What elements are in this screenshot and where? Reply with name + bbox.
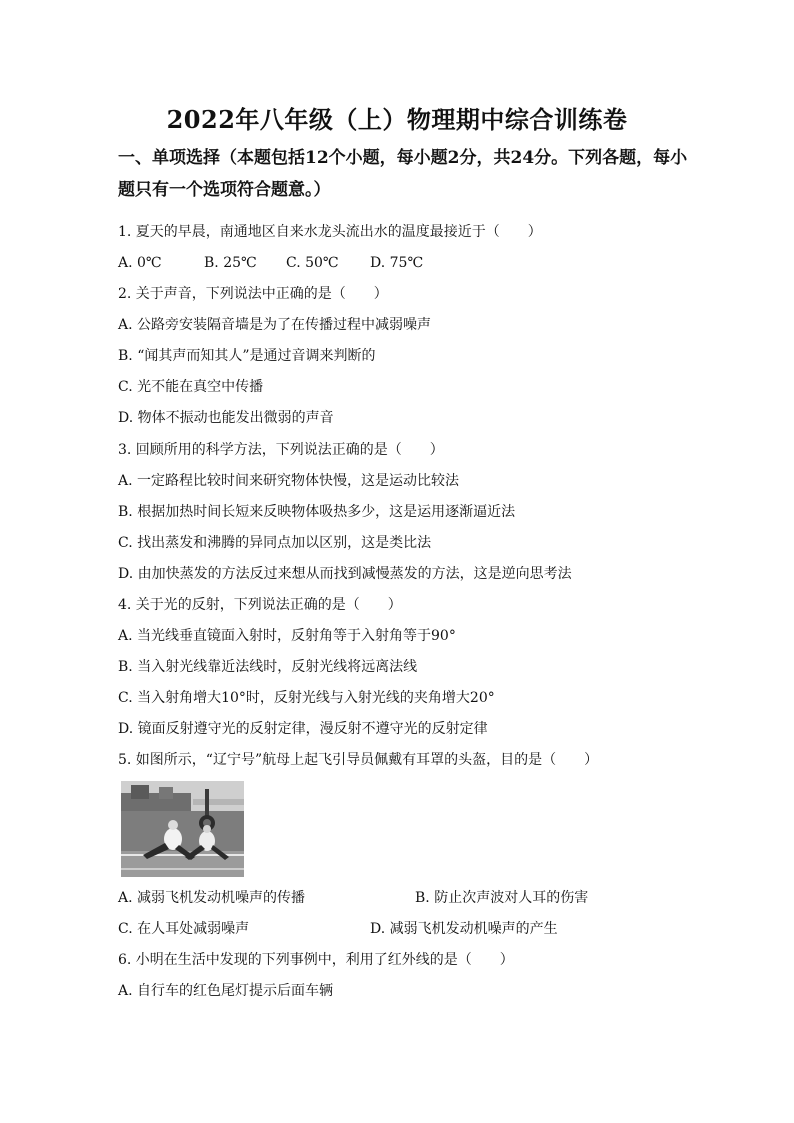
question-1-options <box>118 253 423 273</box>
question-2-option-d: D. 物体不振动也能发出微弱的声音 <box>118 410 334 426</box>
question-2-option-c: C. 光不能在真空中传播 <box>118 379 264 395</box>
question-1-option-d: D. 75℃ <box>370 255 424 271</box>
question-3-option-a: A. 一定路程比较时间来研究物体快慢，这是运动比较法 <box>118 473 460 489</box>
question-1-option-b: B. 25℃ <box>204 255 257 271</box>
question-6-option-a: A. 自行车的红色尾灯提示后面车辆 <box>118 983 334 999</box>
question-3-option-b: B. 根据加热时间长短来反映物体吸热多少，这是运用逐渐逼近法 <box>118 504 516 520</box>
section-heading-line-2: 题只有一个选项符合题意。） <box>118 180 331 200</box>
question-5-option-c: C. 在人耳处减弱噪声 <box>118 921 250 937</box>
question-3-stem: 3. 回顾所用的科学方法，下列说法正确的是（ ） <box>118 442 444 458</box>
question-5-stem: 5. 如图所示，“辽宁号”航母上起飞引导员佩戴有耳罩的头盔，目的是（ ） <box>118 752 599 768</box>
question-5-option-b: B. 防止次声波对人耳的伤害 <box>415 890 589 906</box>
question-5-options-row-1 <box>118 888 588 908</box>
question-2-option-b: B. “闻其声而知其人”是通过音调来判断的 <box>118 348 376 364</box>
question-1-option-c: C. 50℃ <box>286 255 339 271</box>
question-5-option-d: D. 减弱飞机发动机噪声的产生 <box>370 921 558 937</box>
question-4-option-c: C. 当入射角增大10°时，反射光线与入射光线的夹角增大20° <box>118 690 495 706</box>
question-4-option-d: D. 镜面反射遵守光的反射定律，漫反射不遵守光的反射定律 <box>118 721 488 737</box>
question-5-option-a: A. 减弱飞机发动机噪声的传播 <box>118 890 306 906</box>
question-5-photo <box>121 781 244 877</box>
question-1-option-a: A. 0℃ <box>118 255 162 271</box>
section-heading-line-1: 一、单项选择（本题包括12个小题，每小题2分，共24分。下列各题，每小 <box>118 148 688 168</box>
question-1-stem: 1. 夏天的早晨，南通地区自来水龙头流出水的温度最接近于（ ） <box>118 224 542 240</box>
exam-title: 2022年八年级（上）物理期中综合训练卷 <box>166 105 628 134</box>
question-4-stem: 4. 关于光的反射，下列说法正确的是（ ） <box>118 597 402 613</box>
question-4-option-b: B. 当入射光线靠近法线时，反射光线将远离法线 <box>118 659 418 675</box>
question-3-option-d: D. 由加快蒸发的方法反过来想从而找到减慢蒸发的方法，这是逆向思考法 <box>118 566 572 582</box>
question-2-option-a: A. 公路旁安装隔音墙是为了在传播过程中减弱噪声 <box>118 317 432 333</box>
question-2-stem: 2. 关于声音，下列说法中正确的是（ ） <box>118 286 388 302</box>
question-5-options-row-2 <box>118 919 558 939</box>
question-4-option-a: A. 当光线垂直镜面入射时，反射角等于入射角等于90° <box>118 628 456 644</box>
question-6-stem: 6. 小明在生活中发现的下列事例中，利用了红外线的是（ ） <box>118 952 514 968</box>
aircraft-carrier-deck-photo <box>121 781 244 877</box>
section-heading <box>118 142 688 206</box>
question-3-option-c: C. 找出蒸发和沸腾的异同点加以区别，这是类比法 <box>118 535 432 551</box>
